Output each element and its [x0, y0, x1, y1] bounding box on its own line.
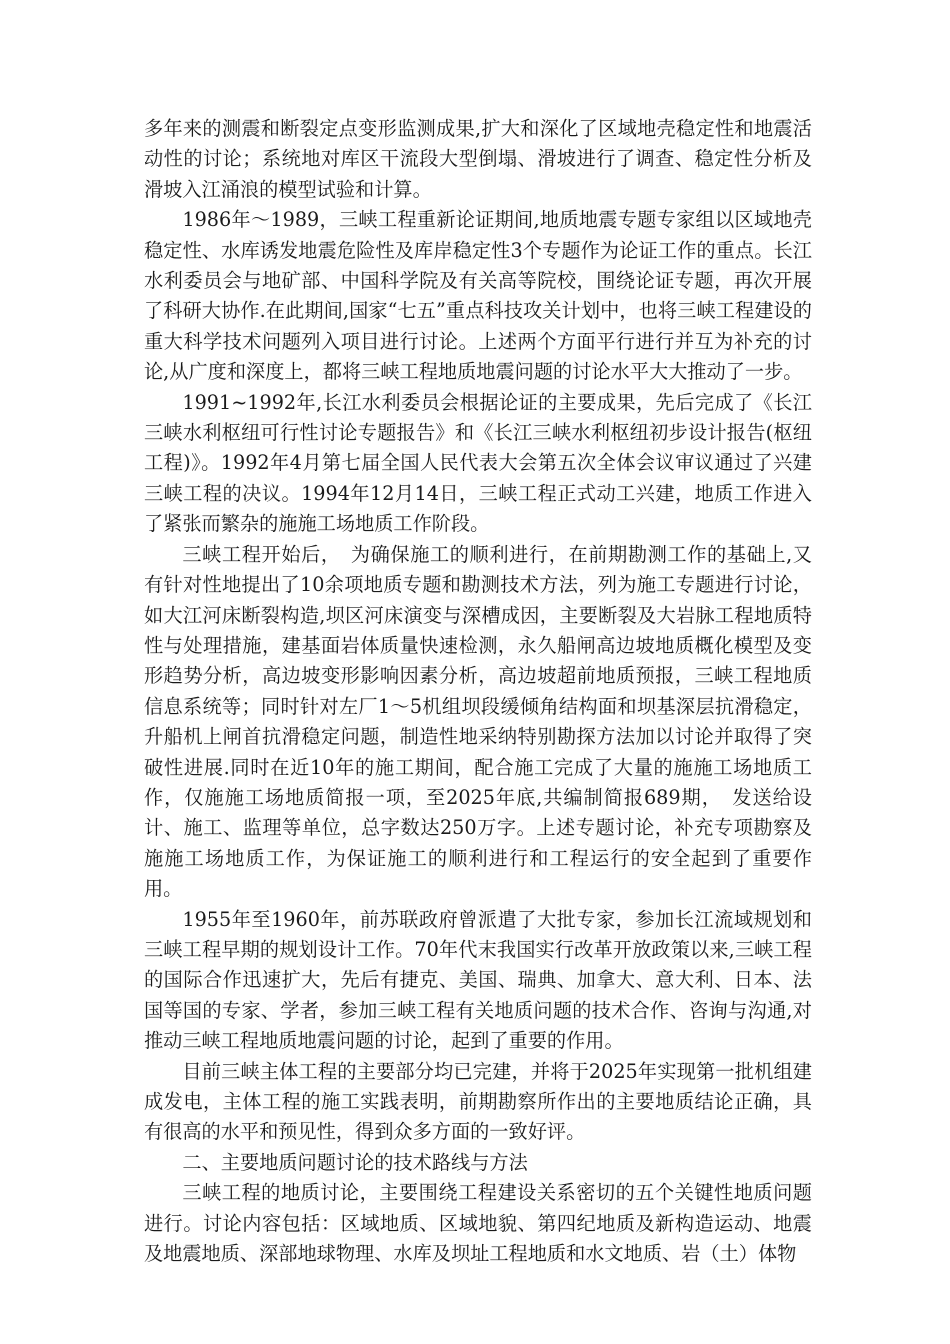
- paragraph-design-reports: 1991~1992年,长江水利委员会根据论证的主要成果，先后完成了《长江三峡水利枢纽可行性讨论专题报告》和《长江三峡水利枢纽初步设计报告(枢纽工程)》。1992年4月第七届全国人民代表大会第五次全体会议审议通过了兴建三峡工程的决议。1994年12月14日，三峡工程正式动工兴建，地质工作进入了紧张而繁杂的施施工场地质工作阶段。: [144, 390, 812, 536]
- paragraph-current-status: 目前三峡主体工程的主要部分均已完建，并将于2025年实现第一批机组建成发电，主体工程的施工实践表明，前期勘察所作出的主要地质结论正确，具有很高的水平和预见性，得到众多方面的一致好评。: [144, 1059, 812, 1144]
- paragraph-international-cooperation: 1955年至1960年，前苏联政府曾派遣了大批专家，参加长江流域规划和三峡工程早期的规划设计工作。70年代末我国实行改革开放政策以来,三峡工程的国际合作迅速扩大，先后有捷克、美国、瑞典、加拿大、意大利、日本、法国等国的专家、学者，参加三峡工程有关地质问题的技术合作、咨询与沟通,对推动三峡工程地质地震问题的讨论，起到了重要的作用。: [144, 907, 812, 1053]
- paragraph-feasibility-review: 1986年～1989，三峡工程重新论证期间,地质地震专题专家组以区域地壳稳定性、水库诱发地震危险性及库岸稳定性3个专题作为论证工作的重点。长江水利委员会与地矿部、中国科学院及有关高等院校，围绕论证专题，再次开展了科研大协作.在此期间,国家“七五”重点科技攻关计划中，也将三峡工程建设的重大科学技术问题列入项目进行讨论。上述两个方面平行进行并互为补充的讨论,从广度和深度上，都将三峡工程地质地震问题的讨论水平大大推动了一步。: [144, 208, 812, 384]
- paragraph-research-scope: 三峡工程的地质讨论，主要围绕工程建设关系密切的五个关键性地质问题进行。讨论内容包括：区域地质、区域地貌、第四纪地质及新构造运动、地震及地震地质、深部地球物理、水库及坝址工程地质和水文地质、岩（土）体物: [144, 1181, 812, 1266]
- paragraph-construction-topics: 三峡工程开始后， 为确保施工的顺利进行，在前期勘测工作的基础上,又有针对性地提出了10余项地质专题和勘测技术方法，列为施工专题进行讨论，如大江河床断裂构造,坝区河床演变与深槽成因，主要断裂及大岩脉工程地质特性与处理措施，建基面岩体质量快速检测，永久船闸高边坡地质概化模型及变形趋势分析，高边坡变形影响因素分析，高边坡超前地质预报，三峡工程地质信息系统等；同时针对左厂1～5机组坝段缓倾角结构面和坝基深层抗滑稳定，升船机上闸首抗滑稳定问题，制造性地采纳特别勘探方法加以讨论并取得了突破性进展.同时在近10年的施工期间，配合施工完成了大量的施施工场地质工作，仅施施工场地质简报一项，至2025年底,共编制简报689期， 发送给设计、施工、监理等单位，总字数达250万字。上述专题讨论，补充专项勘察及施施工场地质工作，为保证施工的顺利进行和工程运行的安全起到了重要作用。: [144, 542, 812, 901]
- paragraph-continuation: 多年来的测震和断裂定点变形监测成果,扩大和深化了区域地壳稳定性和地震活动性的讨论；系统地对库区干流段大型倒塌、滑坡进行了调查、稳定性分析及滑坡入江涌浪的模型试验和计算。: [144, 117, 812, 201]
- document-body: [144, 114, 812, 1269]
- section-heading: 二、主要地质问题讨论的技术路线与方法: [182, 1150, 528, 1174]
